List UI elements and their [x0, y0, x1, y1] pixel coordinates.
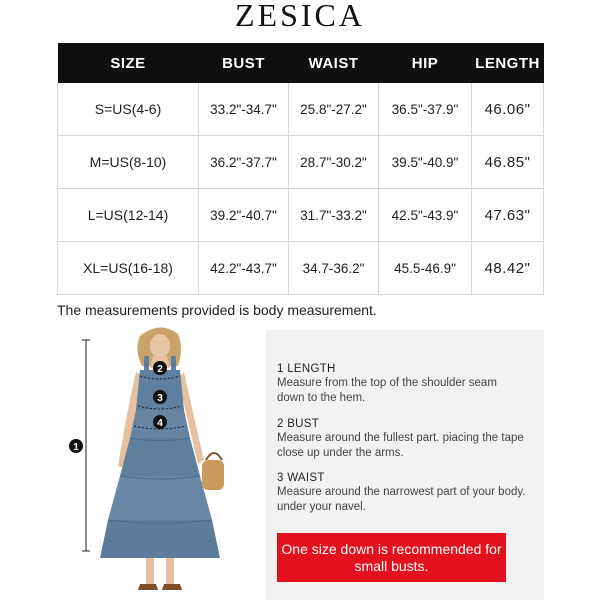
marker-3 [153, 390, 167, 404]
size-recommendation-banner: One size down is recommended for small busts. [277, 533, 506, 582]
face-shape [150, 334, 170, 358]
cell-bust: 42.2"-43.7" [199, 242, 289, 295]
table-row [58, 83, 544, 136]
measure-bust-text: Measure around the fullest part. piacing the tape close up under the arms. [277, 432, 524, 459]
table-row [58, 136, 544, 189]
measurement-note: The measurements provided is body measurement. [57, 302, 377, 318]
cell-bust: 39.2"-40.7" [199, 189, 289, 242]
model-dress-graphic [60, 326, 245, 600]
table-header-row [58, 43, 544, 83]
cell-waist: 28.7"-30.2" [289, 136, 379, 189]
measure-length-title: 1 LENGTH [277, 363, 336, 375]
marker-1 [69, 439, 83, 453]
brand-logo: ZESICA [235, 0, 365, 33]
right-sandal [162, 584, 182, 590]
table-row [58, 189, 544, 242]
marker-1-label: 1 [73, 442, 79, 453]
header-bust: BUST [199, 43, 289, 83]
model-illustration [60, 326, 245, 600]
marker-4-label: 4 [157, 418, 163, 429]
marker-2-label: 2 [157, 364, 163, 375]
left-sandal [138, 584, 158, 590]
measure-waist [277, 471, 527, 514]
cell-length: 46.85" [472, 136, 544, 189]
cell-bust: 33.2"-34.7" [199, 83, 289, 136]
cell-length: 48.42" [472, 242, 544, 295]
cell-hip: 42.5"-43.9" [379, 189, 472, 242]
header-hip: HIP [379, 43, 472, 83]
marker-2 [153, 361, 167, 375]
header-length: LENGTH [472, 43, 544, 83]
size-chart-table [57, 43, 544, 295]
cell-bust: 36.2"-37.7" [199, 136, 289, 189]
cell-hip: 39.5"-40.9" [379, 136, 472, 189]
cell-hip: 36.5"-37.9" [379, 83, 472, 136]
cell-waist: 34.7-36.2" [289, 242, 379, 295]
header-size: SIZE [58, 43, 199, 83]
measure-waist-text: Measure around the narrowest part of your body. under your navel. [277, 486, 526, 513]
cell-waist: 25.8"-27.2" [289, 83, 379, 136]
cell-size: M=US(8-10) [58, 136, 199, 189]
cell-length: 46.06" [472, 83, 544, 136]
cell-size: S=US(4-6) [58, 83, 199, 136]
measure-length-text: Measure from the top of the shoulder seam down to the hem. [277, 377, 497, 404]
measurement-guide-panel [266, 330, 544, 600]
table-row [58, 242, 544, 295]
measure-bust-title: 2 BUST [277, 418, 320, 430]
header-waist: WAIST [289, 43, 379, 83]
marker-4 [153, 415, 167, 429]
dress-skirt [100, 520, 220, 558]
measure-waist-title: 3 WAIST [277, 472, 325, 484]
measure-length [277, 362, 527, 405]
basket-bag-icon [202, 460, 224, 490]
cell-size: L=US(12-14) [58, 189, 199, 242]
measure-bust [277, 417, 527, 460]
marker-3-label: 3 [157, 393, 163, 404]
cell-waist: 31.7"-33.2" [289, 189, 379, 242]
cell-length: 47.63" [472, 189, 544, 242]
cell-size: XL=US(16-18) [58, 242, 199, 295]
cell-hip: 45.5-46.9" [379, 242, 472, 295]
